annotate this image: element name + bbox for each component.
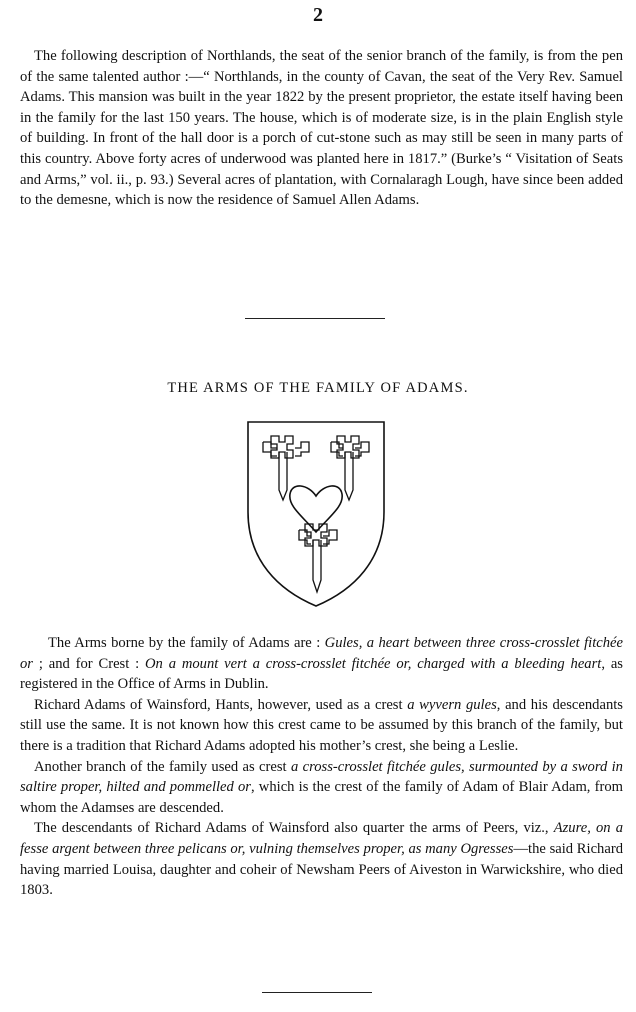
text-run: Richard Adams of Wainsford, Hants, however, used as a crest bbox=[34, 696, 408, 713]
arms-paragraph-2 bbox=[20, 695, 623, 757]
shield-outline bbox=[248, 422, 384, 606]
text-run: —the said Richard having married Louisa, daughter and coheir of Newsham Peers of Aiveston in Warwickshire, who died 1803. bbox=[20, 840, 623, 899]
blazon-italic: a wyvern gules bbox=[407, 696, 497, 713]
cross-crosslet-fitchee-base bbox=[299, 524, 337, 592]
text-run: Another branch of the family used as crest bbox=[34, 758, 291, 775]
arms-paragraph-3 bbox=[20, 757, 623, 819]
blazon-italic: Gules, a heart between three cross-crosslet fitchée or bbox=[20, 635, 624, 672]
adams-shield-icon bbox=[246, 420, 386, 608]
text-run: , as registered in the Office of Arms in Dublin. bbox=[20, 655, 623, 693]
arms-description bbox=[20, 633, 623, 901]
text-run: The Arms borne by the family of Adams are : bbox=[48, 635, 325, 651]
cross-crosslet-fitchee-right bbox=[331, 436, 369, 500]
text-run: The descendants of Richard Adams of Wainsford also quarter the arms of Peers, viz., bbox=[34, 820, 554, 837]
text-run: ; and for Crest : bbox=[32, 655, 146, 672]
page-number: 2 bbox=[313, 4, 323, 26]
blazon-italic: a cross-crosslet fitchée gules, surmounted by a sword in saltire proper, hilted and pommelled or bbox=[20, 758, 623, 796]
divider-rule-top bbox=[245, 318, 385, 319]
intro-paragraph: The following description of Northlands, the seat of the senior branch of the family, is from the pen of the same talented author :—“ Northlands, in the county of Cavan, the seat of the Very Rev. Samuel Adams. This mansion was built in the year 1822 by the present proprietor, the estate itself having been in the family for the last 150 years. The house, which is of moderate size, is in the plain English style of building. In front of the hall door is a porch of cut-stone such as may still be seen in many parts of this country. Above forty acres of underwood was planted here in 1817.” (Burke’s “ Visitation of Seats and Arms,” vol. ii., p. 93.) Several acres of plantation, with Cornalaragh Lough, have since been added to the demesne, which is now the residence of Samuel Allen Adams. bbox=[20, 48, 623, 209]
heart-charge bbox=[290, 486, 342, 532]
blazon-italic: On a mount vert a cross-crosslet fitchée or, charged with a bleeding heart bbox=[145, 655, 602, 672]
cross-crosslet-fitchee-left bbox=[263, 436, 309, 500]
divider-rule-bottom bbox=[262, 992, 372, 993]
blazon-italic: Azure, on a fesse argent between three pelicans or, vulning themselves proper, as many Ogresses bbox=[20, 820, 623, 857]
arms-paragraph-4 bbox=[20, 818, 623, 900]
text-run: , and his descendants still use the same. It is not known how this crest came to be assumed by this branch of the family, but there is a tradition that Richard Adams adopted his mother’s crest, she being a Leslie. bbox=[20, 696, 623, 754]
text-run: , which is the crest of the family of Adam of Blair Adam, from whom the Adamses are descended. bbox=[20, 779, 623, 816]
arms-paragraph-1 bbox=[20, 633, 623, 695]
section-title: THE ARMS OF THE FAMILY OF ADAMS. bbox=[167, 380, 469, 396]
